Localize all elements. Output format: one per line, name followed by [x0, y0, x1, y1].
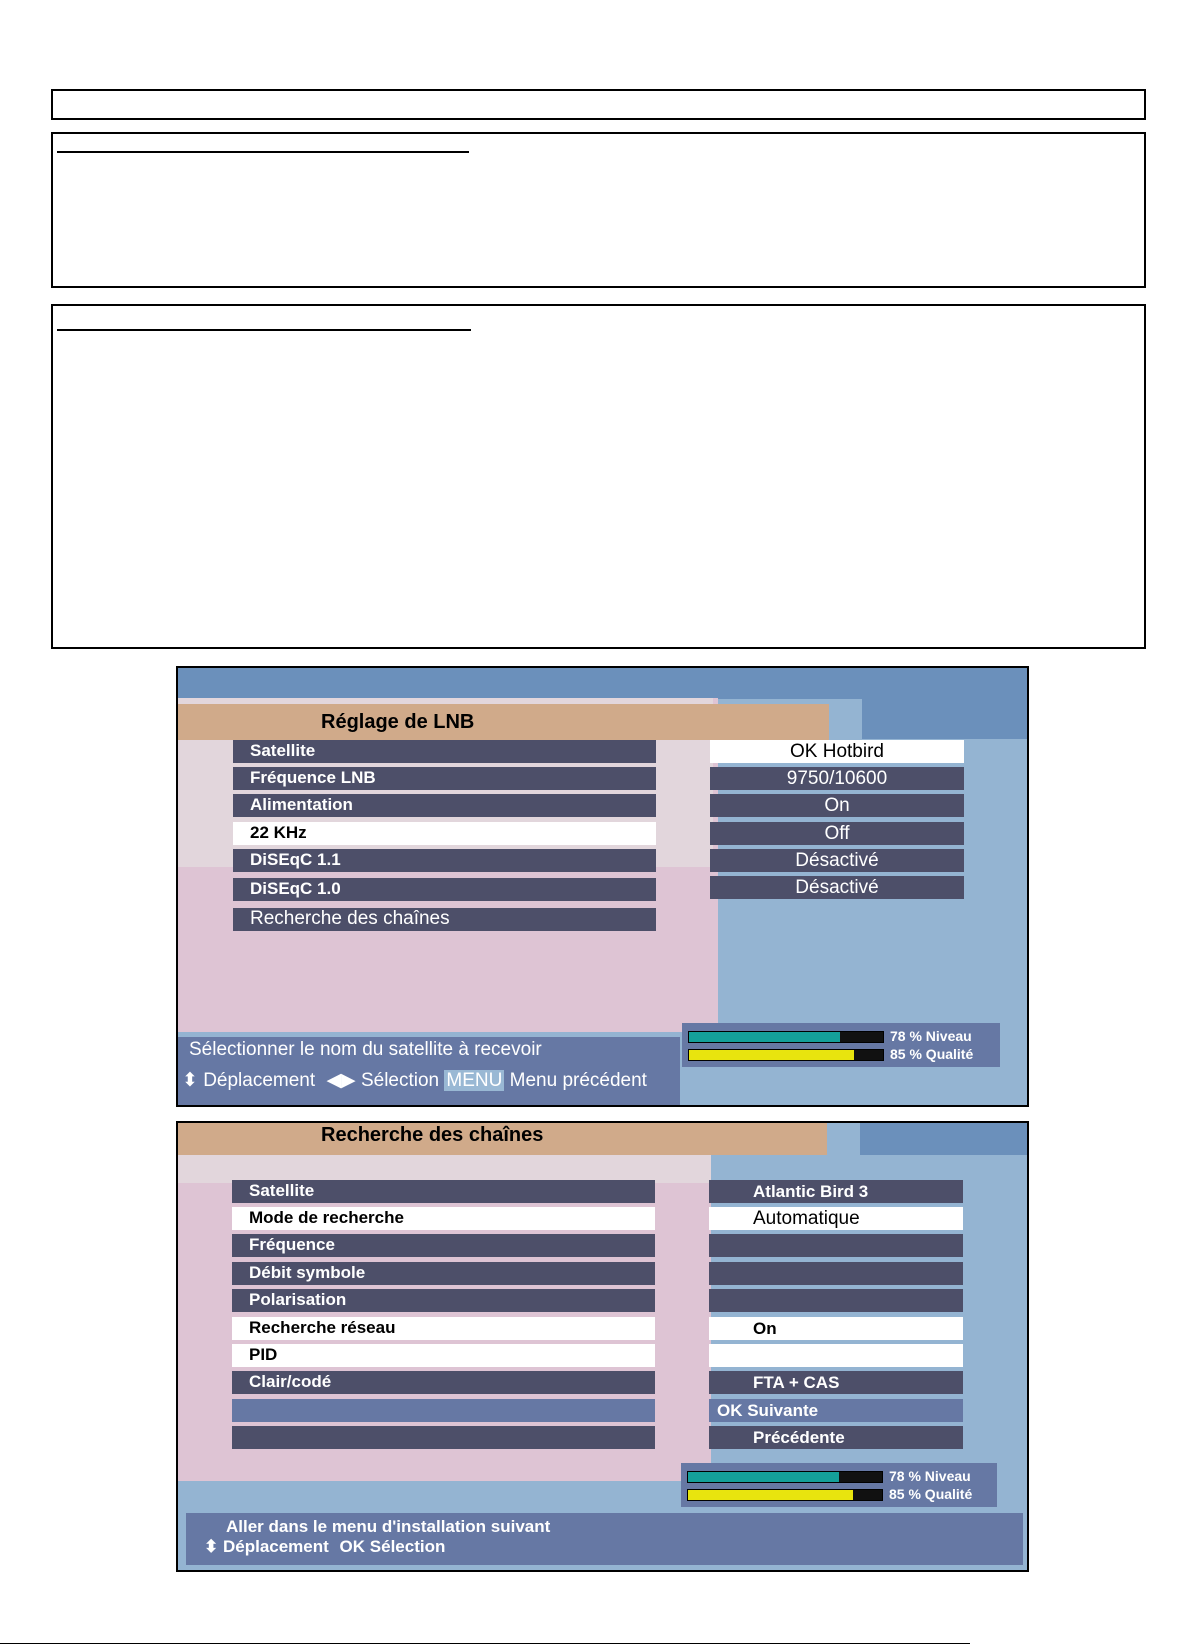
up-down-icon: ⬍ [182, 1070, 198, 1091]
value-field-automatique[interactable]: Automatique [709, 1207, 963, 1230]
signal-meter [681, 1463, 997, 1507]
section-box-1 [51, 132, 1146, 288]
level-bar-track [688, 1031, 884, 1043]
value-field-2[interactable]: On [710, 794, 964, 817]
nav-move-label: Déplacement [203, 1070, 316, 1091]
menu-item-blank-9[interactable] [232, 1426, 655, 1449]
menu-item-22-khz[interactable]: 22 KHz [233, 822, 656, 845]
section-2-underline [57, 329, 471, 331]
level-bar-track [687, 1471, 883, 1483]
value-field-blank-4[interactable] [709, 1289, 963, 1312]
menu-item-satellite[interactable]: Satellite [232, 1180, 655, 1203]
level-bar-fill [688, 1472, 839, 1482]
menu-item-blank-8[interactable] [232, 1399, 655, 1422]
quality-bar-fill [689, 1050, 854, 1060]
value-field-atlantic-bird-3[interactable]: Atlantic Bird 3 [709, 1180, 963, 1203]
level-label: 78 % Niveau [889, 1468, 971, 1484]
lnb-settings-screen [176, 666, 1029, 1107]
nav-hint [182, 1069, 647, 1092]
menu-item-polarisation[interactable]: Polarisation [232, 1289, 655, 1312]
menu-key[interactable]: MENU [446, 1070, 503, 1091]
menu-item-pid[interactable]: PID [232, 1344, 655, 1367]
top-band [178, 668, 1029, 699]
menu-item-mode-de-recherche[interactable]: Mode de recherche [232, 1207, 655, 1230]
page-title: Réglage de LNB [178, 704, 829, 740]
value-field-5[interactable]: Désactivé [710, 876, 964, 899]
quality-bar-fill [688, 1490, 853, 1500]
quality-label: 85 % Qualité [890, 1046, 974, 1062]
menu-item-clair-code[interactable]: Clair/codé [232, 1371, 655, 1394]
menu-item-recherche-reseau[interactable]: Recherche réseau [232, 1317, 655, 1340]
right-band [862, 699, 1029, 739]
value-field-fta-cas[interactable]: FTA + CAS [709, 1371, 963, 1394]
nav-move-label: Déplacement [222, 1537, 329, 1556]
footer-rule [0, 1643, 970, 1644]
header-box [51, 89, 1146, 120]
left-right-icon: ◀▶ [326, 1070, 356, 1091]
menu-item-frequence[interactable]: Fréquence [232, 1234, 655, 1257]
value-field-1[interactable]: 9750/10600 [710, 767, 964, 790]
section-box-2 [51, 304, 1146, 649]
quality-label: 85 % Qualité [889, 1486, 973, 1502]
page-title: Recherche des chaînes [178, 1123, 827, 1155]
nav-select-label: Sélection [369, 1537, 446, 1556]
right-band [860, 1123, 1029, 1155]
level-label: 78 % Niveau [890, 1028, 972, 1044]
value-field-4[interactable]: Désactivé [710, 849, 964, 872]
nav-hint [204, 1537, 445, 1557]
signal-meter [682, 1023, 1000, 1067]
menu-item-satellite[interactable]: Satellite [233, 740, 656, 763]
value-field-0[interactable]: OK Hotbird [710, 740, 964, 763]
help-text: Aller dans le menu d'installation suivant [226, 1517, 551, 1536]
level-bar-fill [689, 1032, 840, 1042]
menu-item-diseqc-1-1[interactable]: DiSEqC 1.1 [233, 849, 656, 872]
value-field-ok-suivante[interactable]: OK Suivante [709, 1399, 963, 1422]
value-field-blank-6[interactable] [709, 1344, 963, 1367]
help-text: Sélectionner le nom du satellite à recevoir [189, 1039, 542, 1060]
nav-menu-label: Menu précédent [509, 1070, 647, 1091]
menu-item-frequence-lnb[interactable]: Fréquence LNB [233, 767, 656, 790]
value-field-on[interactable]: On [709, 1317, 963, 1340]
value-field-precedente[interactable]: Précédente [709, 1426, 963, 1449]
quality-bar-track [687, 1489, 883, 1501]
menu-item-diseqc-1-0[interactable]: DiSEqC 1.0 [233, 878, 656, 901]
menu-item-recherche-des-chaines[interactable]: Recherche des chaînes [233, 908, 656, 931]
menu-item-debit-symbole[interactable]: Débit symbole [232, 1262, 655, 1285]
ok-key[interactable]: OK [339, 1537, 366, 1556]
nav-select-label: Sélection [360, 1070, 440, 1091]
section-1-underline [57, 151, 469, 153]
quality-bar-track [688, 1049, 884, 1061]
channel-search-screen [176, 1121, 1029, 1572]
menu-item-alimentation[interactable]: Alimentation [233, 794, 656, 817]
up-down-icon: ⬍ [204, 1537, 219, 1556]
value-field-3[interactable]: Off [710, 822, 964, 845]
value-field-blank-3[interactable] [709, 1262, 963, 1285]
value-field-blank-2[interactable] [709, 1234, 963, 1257]
